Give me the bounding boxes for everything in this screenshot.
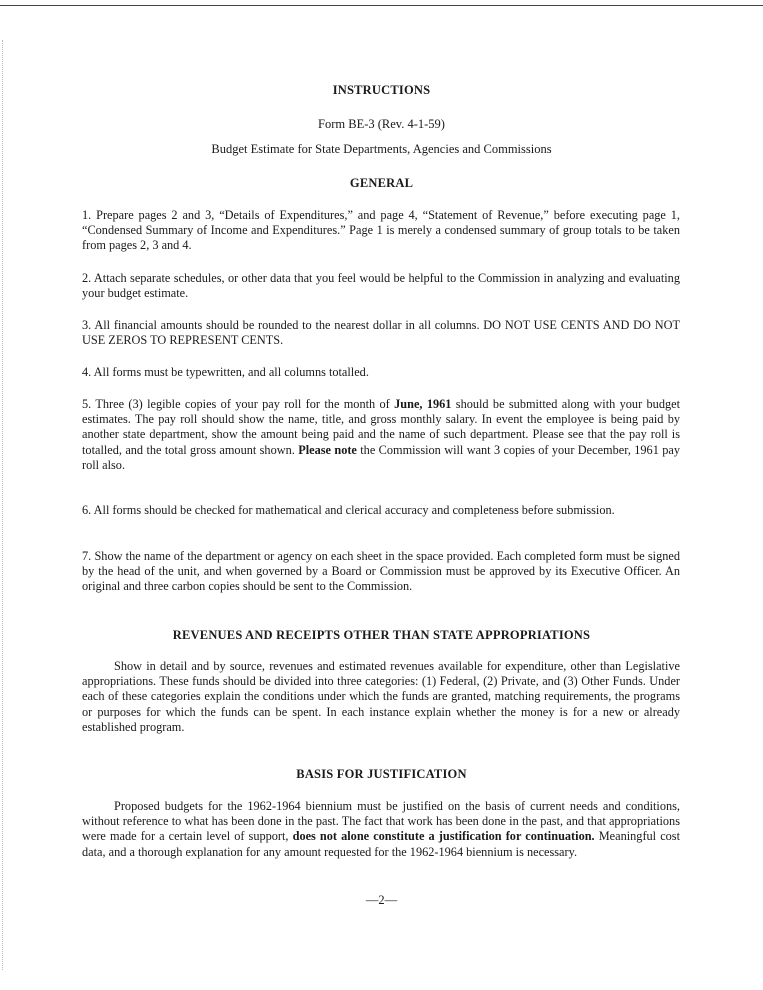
instruction-item-5 — [82, 397, 680, 473]
item-number: 7. — [82, 549, 92, 563]
form-number: Form BE-3 (Rev. 4-1-59) — [318, 117, 445, 131]
form-subtitle: Budget Estimate for State Departments, Agencies and Commissions — [211, 142, 552, 156]
item-text-part-a: Three (3) legible copies of your pay roll for the month of — [95, 397, 395, 411]
item-number: 4. — [82, 365, 92, 379]
item-number: 1. — [82, 208, 92, 222]
item-number: 2. — [82, 271, 92, 285]
item-text: Attach separate schedules, or other data that you feel would be helpful to the Commission in analyzing and evaluating your budget estimate. — [82, 271, 680, 301]
item-number: 6. — [82, 503, 92, 517]
instruction-item-2 — [82, 271, 680, 301]
instruction-item-6 — [82, 503, 680, 518]
page-title: INSTRUCTIONS — [332, 83, 431, 97]
page-number: —2— — [365, 893, 398, 907]
item-number: 5. — [82, 397, 92, 411]
basis-paragraph — [82, 799, 680, 860]
item-text: Show the name of the department or agency on each sheet in the space provided. Each completed form must be signed by the head of the unit, and when governed by a Board or Commission must be approved by its Executive Officer. An original and three carbon copies should be sent to the Commission. — [82, 549, 680, 594]
section-heading-basis: BASIS FOR JUSTIFICATION — [296, 767, 467, 781]
instruction-item-1 — [82, 208, 680, 254]
item-number: 3. — [82, 318, 92, 332]
revenues-paragraph: Show in detail and by source, revenues and estimated revenues available for expenditure, other than Legislative appropriations. These funds should be divided into three categories: (1) Federal, (2) Private, and (3) Other Funds. Under each of these categories explain the conditions under which the funds are granted, matching requirements, the programs or purposes for which the funds can be spent. In each instance explain whether the money is for a new or already established program. — [82, 659, 680, 734]
item-text: Prepare pages 2 and 3, “Details of Expenditures,” and page 4, “Statement of Revenue,” before executing page 1, “Condensed Summary of Income and Expenditures.” Page 1 is merely a condensed summary of group totals to be taken from pages 2, 3 and 4. — [82, 208, 680, 253]
section-heading-revenues: REVENUES AND RECEIPTS OTHER THAN STATE APPROPRIATIONS — [172, 628, 591, 642]
instruction-item-3 — [82, 318, 680, 348]
instruction-item-7 — [82, 549, 680, 595]
basis-bold-statement: does not alone constitute a justification for continuation. — [292, 829, 595, 844]
basis-text-part-a: Proposed budgets for the 1962-1964 biennium must be justified on the basis of current needs and conditions, without reference to what has been done in the past. The fact that work has been done in the past, and that appropriations were made for a certain level of support, — [82, 799, 680, 844]
item-text: All financial amounts should be rounded to the nearest dollar in all columns. DO NOT USE CENTS AND DO NOT USE ZEROS TO REPRESENT CENTS. — [82, 318, 680, 348]
item-text: All forms should be checked for mathematical and clerical accuracy and completeness before submission. — [93, 503, 615, 517]
top-edge-rule — [0, 5, 763, 6]
item-text-part-b: should be submitted along with your budget estimates. The pay roll should show the name, title, and gross monthly salary. In event the employee is being paid by another state department, show the amount being paid and the name of such department. Please see that the pay roll is totalled, and the total gross amount shown. — [82, 397, 680, 457]
item-text-part-c: the Commission will want 3 copies of your December, 1961 pay roll also. — [82, 442, 680, 472]
item-bold-month: June, 1961 — [394, 397, 452, 411]
item-text: All forms must be typewritten, and all columns totalled. — [93, 365, 369, 379]
section-heading-general: GENERAL — [349, 176, 414, 190]
instruction-item-4 — [82, 365, 680, 380]
basis-text-part-b: Meaningful cost data, and a thorough explanation for any amount requested for the 1962-1964 biennium is necessary. — [82, 829, 681, 859]
item-bold-note: Please note — [298, 442, 357, 457]
